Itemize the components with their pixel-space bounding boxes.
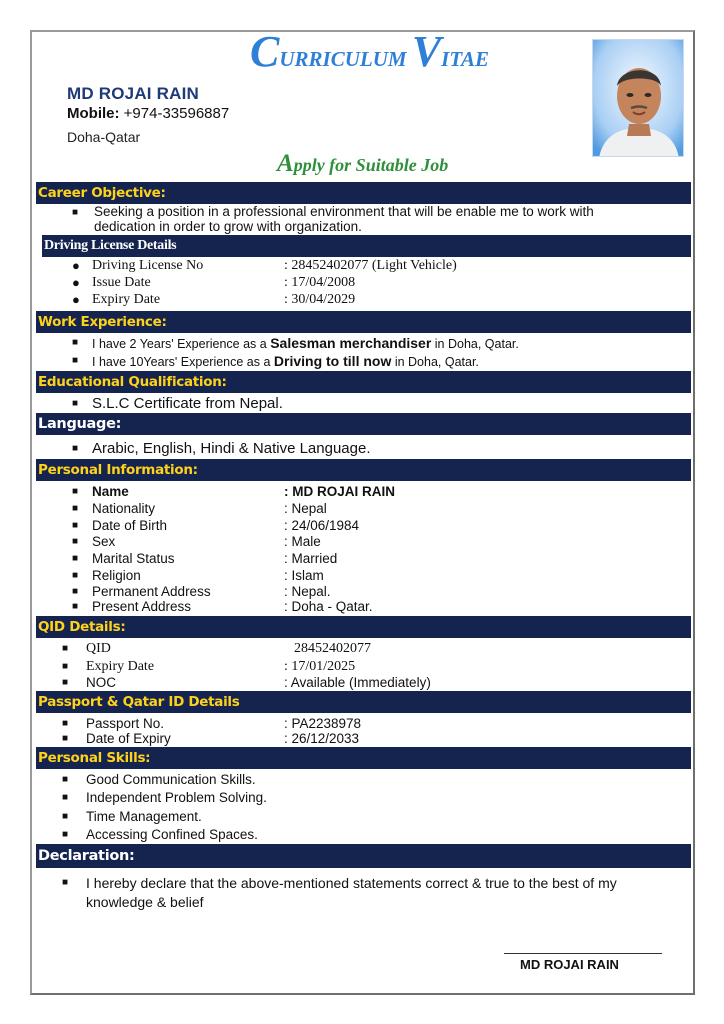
signature-line xyxy=(504,953,662,954)
license-value: : 28452402077 (Light Vehicle) xyxy=(284,258,457,273)
apply-initial: A xyxy=(277,150,294,177)
bullet-square: ■ xyxy=(72,586,79,597)
passport-label: Date of Expiry xyxy=(86,731,171,746)
declaration-line-2: knowledge & belief xyxy=(86,894,204,910)
license-value: : 30/04/2029 xyxy=(284,292,356,307)
personal-value: : Married xyxy=(284,551,338,566)
bullet-square: ■ xyxy=(72,520,79,531)
bullet-square: ■ xyxy=(62,877,69,888)
bullet-square: ■ xyxy=(72,337,79,348)
mobile-label: Mobile: xyxy=(67,105,120,122)
section-passport: Passport & Qatar ID Details xyxy=(36,691,691,713)
bullet-square: ■ xyxy=(62,774,69,785)
personal-label: Sex xyxy=(92,534,116,549)
bullet-square: ■ xyxy=(62,661,69,672)
section-personal-skills: Personal Skills: xyxy=(36,747,691,769)
section-qid-details: QID Details: xyxy=(36,616,691,638)
section-personal-information: Personal Information: xyxy=(36,459,691,481)
education-text: S.L.C Certificate from Nepal. xyxy=(92,395,283,412)
work-role: Driving to till now xyxy=(273,353,392,369)
declaration-text xyxy=(86,874,686,912)
bullet-square: ■ xyxy=(62,677,69,688)
personal-value: : Male xyxy=(284,534,321,549)
personal-label: Marital Status xyxy=(92,551,175,566)
bullet-square: ■ xyxy=(72,207,79,218)
bullet-dot: ● xyxy=(72,275,80,290)
title-word-2: ITAE xyxy=(441,47,490,71)
bullet-square: ■ xyxy=(62,718,69,729)
bullet-dot: ● xyxy=(72,258,80,273)
passport-value: : 26/12/2033 xyxy=(284,731,360,746)
work-role: Salesman merchandiser xyxy=(270,335,432,351)
personal-value: : Nepal xyxy=(284,501,327,516)
title-initial-c: C xyxy=(250,27,280,76)
bullet-square: ■ xyxy=(72,355,79,366)
title-word-1: URRICULUM xyxy=(279,47,412,71)
qid-value: 28452402077 xyxy=(294,641,371,656)
work-text: I have 10Years' Experience as a xyxy=(92,355,274,369)
bullet-square: ■ xyxy=(72,570,79,581)
personal-label: Nationality xyxy=(92,501,156,516)
portrait-image xyxy=(593,40,684,157)
section-declaration: Declaration: xyxy=(36,844,691,868)
section-language: Language: xyxy=(36,413,691,435)
section-driving-license: Driving License Details xyxy=(42,235,691,257)
bullet-square: ■ xyxy=(72,553,79,564)
candidate-name: MD ROJAI RAIN xyxy=(67,84,199,103)
bullet-square: ■ xyxy=(62,643,69,654)
section-education: Educational Qualification: xyxy=(36,371,691,393)
qid-label: Expiry Date xyxy=(86,659,155,674)
license-label: Expiry Date xyxy=(92,292,161,307)
apply-text: pply for Suitable Job xyxy=(293,155,449,175)
title-initial-v: V xyxy=(411,27,442,76)
qid-label: NOC xyxy=(86,675,116,690)
career-text xyxy=(94,204,686,234)
language-text: Arabic, English, Hindi & Native Language. xyxy=(92,440,371,457)
career-line-1: Seeking a position in a professional environment that will be enable me to work with xyxy=(94,204,594,219)
bullet-square: ■ xyxy=(72,443,79,454)
license-value: : 17/04/2008 xyxy=(284,275,356,290)
bullet-square: ■ xyxy=(72,503,79,514)
mobile-line xyxy=(67,105,229,122)
personal-label: Name xyxy=(92,484,129,499)
skill-text: Good Communication Skills. xyxy=(86,772,256,787)
cv-title xyxy=(250,26,510,77)
profile-photo xyxy=(592,39,684,157)
bullet-square: ■ xyxy=(72,398,79,409)
passport-label: Passport No. xyxy=(86,716,165,731)
section-career-objective: Career Objective: xyxy=(36,182,691,204)
work-text: I have 2 Years' Experience as a xyxy=(92,337,271,351)
personal-label: Permanent Address xyxy=(92,584,211,599)
signature-name: MD ROJAI RAIN xyxy=(520,957,619,972)
bullet-square: ■ xyxy=(72,601,79,612)
bullet-square: ■ xyxy=(62,733,69,744)
qid-value: : 17/01/2025 xyxy=(284,659,356,674)
work-place: in Doha, Qatar. xyxy=(391,355,479,369)
location: Doha-Qatar xyxy=(67,129,141,145)
work-place: in Doha, Qatar. xyxy=(431,337,519,351)
personal-label: Religion xyxy=(92,568,141,583)
license-label: Driving License No xyxy=(92,258,204,273)
qid-label: QID xyxy=(86,641,111,656)
license-label: Issue Date xyxy=(92,275,151,290)
skill-text: Independent Problem Solving. xyxy=(86,790,267,805)
personal-label: Present Address xyxy=(92,599,192,614)
bullet-square: ■ xyxy=(62,811,69,822)
personal-value: : MD ROJAI RAIN xyxy=(284,484,395,499)
bullet-square: ■ xyxy=(72,536,79,547)
section-work-experience: Work Experience: xyxy=(36,311,691,333)
apply-heading xyxy=(277,150,448,178)
declaration-line-1: I hereby declare that the above-mentioned statements correct & true to the best of my xyxy=(86,875,617,891)
cv-page xyxy=(30,27,695,995)
bullet-dot: ● xyxy=(72,292,80,307)
bullet-square: ■ xyxy=(62,829,69,840)
mobile-value: +974-33596887 xyxy=(119,105,230,122)
passport-value: : PA2238978 xyxy=(284,716,362,731)
bullet-square: ■ xyxy=(72,486,79,497)
personal-label: Date of Birth xyxy=(92,518,168,533)
personal-value: : Islam xyxy=(284,568,324,583)
bullet-square: ■ xyxy=(62,792,69,803)
personal-value: : Nepal. xyxy=(284,584,331,599)
skill-text: Time Management. xyxy=(86,809,202,824)
qid-value: : Available (Immediately) xyxy=(284,675,431,690)
personal-value: : 24/06/1984 xyxy=(284,518,360,533)
career-line-2: dedication in order to grow with organization. xyxy=(94,219,362,234)
skill-text: Accessing Confined Spaces. xyxy=(86,827,258,842)
personal-value: : Doha - Qatar. xyxy=(284,599,373,614)
